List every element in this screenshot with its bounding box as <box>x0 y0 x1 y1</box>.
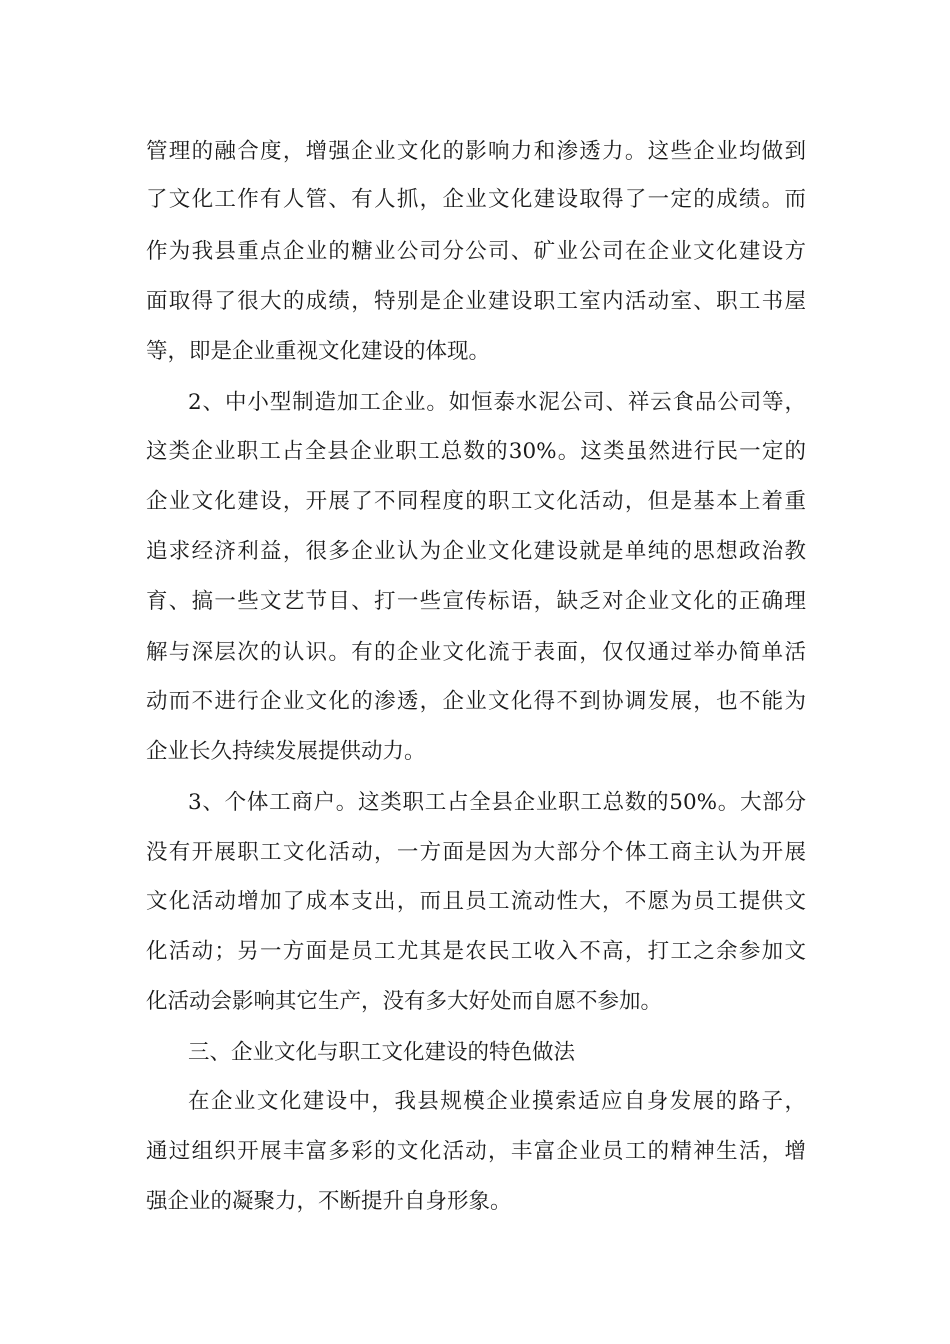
text-line: 企业文化建设，开展了不同程度的职工文化活动，但是基本上着重 <box>146 489 806 514</box>
text-line: 追求经济利益，很多企业认为企业文化建设就是单纯的思想政治教 <box>146 539 806 564</box>
text-line: 面取得了很大的成绩，特别是企业建设职工室内活动室、职工书屋 <box>146 289 806 314</box>
text-line: 解与深层次的认识。有的企业文化流于表面，仅仅通过举办简单活 <box>146 640 806 665</box>
text-line: 3、个体工商户。这类职工占全县企业职工总数的50%。大部分 <box>188 790 806 815</box>
text-line: 这类企业职工占全县企业职工总数的30%。这类虽然进行民一定的 <box>146 439 806 464</box>
text-line: 文化活动增加了成本支出，而且员工流动性大，不愿为员工提供文 <box>146 889 806 914</box>
text-line: 企业长久持续发展提供动力。 <box>146 739 426 764</box>
text-line: 动而不进行企业文化的渗透，企业文化得不到协调发展，也不能为 <box>146 689 806 714</box>
text-line: 管理的融合度，增强企业文化的影响力和渗透力。这些企业均做到 <box>146 139 806 164</box>
text-line: 化活动；另一方面是员工尤其是农民工收入不高，打工之余参加文 <box>146 939 806 964</box>
text-line: 没有开展职工文化活动，一方面是因为大部分个体工商主认为开展 <box>146 840 806 865</box>
text-line: 等，即是企业重视文化建设的体现。 <box>146 339 491 364</box>
text-line: 作为我县重点企业的糖业公司分公司、矿业公司在企业文化建设方 <box>146 239 806 264</box>
text-line: 在企业文化建设中，我县规模企业摸索适应自身发展的路子， <box>188 1089 806 1114</box>
text-line: 通过组织开展丰富多彩的文化活动，丰富企业员工的精神生活，增 <box>146 1139 806 1164</box>
section-heading: 三、企业文化与职工文化建设的特色做法 <box>188 1040 576 1065</box>
text-line: 了文化工作有人管、有人抓，企业文化建设取得了一定的成绩。而 <box>146 187 806 212</box>
text-line: 2、中小型制造加工企业。如恒泰水泥公司、祥云食品公司等， <box>188 390 806 415</box>
text-line: 育、搞一些文艺节目、打一些宣传标语，缺乏对企业文化的正确理 <box>146 589 806 614</box>
text-line: 化活动会影响其它生产，没有多大好处而自愿不参加。 <box>146 989 663 1014</box>
text-line: 强企业的凝聚力，不断提升自身形象。 <box>146 1189 512 1214</box>
